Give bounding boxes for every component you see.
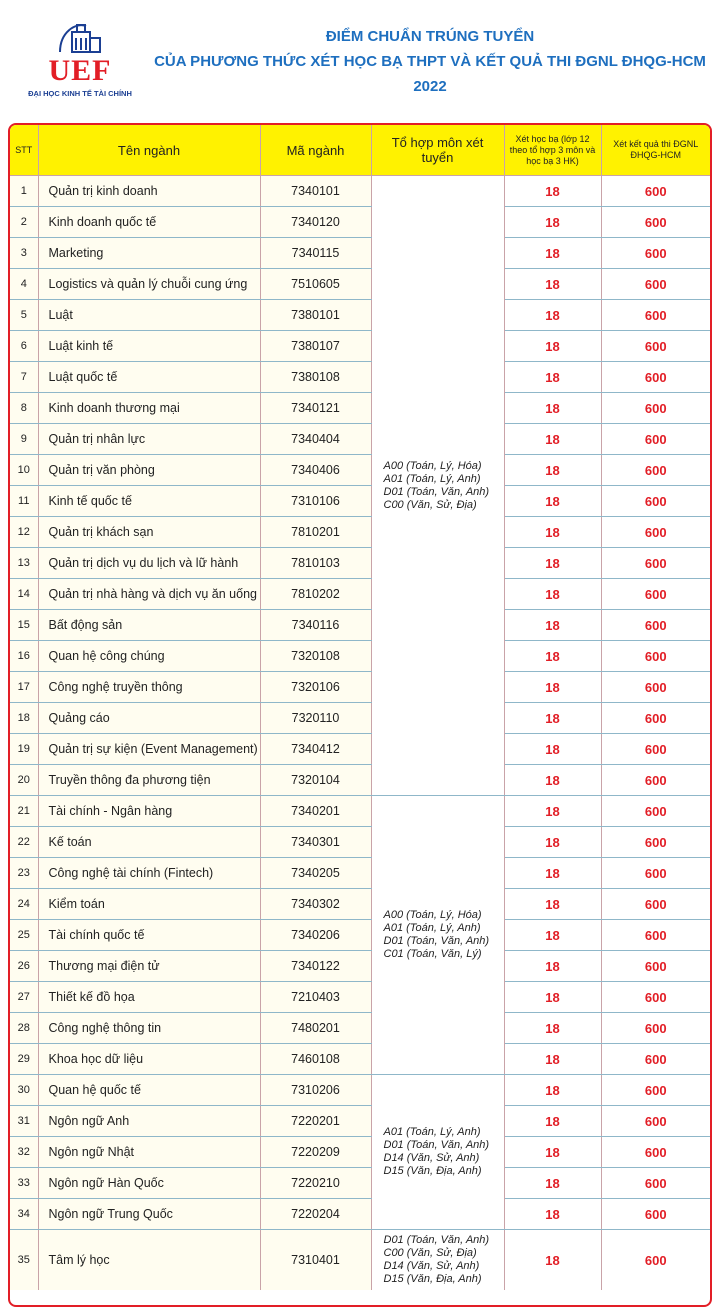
row-stt: 17: [10, 672, 38, 703]
row-major-name: Ngôn ngữ Trung Quốc: [38, 1199, 260, 1230]
row-stt: 1: [10, 176, 38, 207]
row-major-name: Truyền thông đa phương tiện: [38, 765, 260, 796]
row-stt: 19: [10, 734, 38, 765]
row-hocba-score: 18: [504, 1230, 601, 1291]
table-row: [10, 579, 710, 610]
row-major-name: Tài chính - Ngân hàng: [38, 796, 260, 827]
row-major-name: Quản trị nhà hàng và dịch vụ ăn uống: [38, 579, 260, 610]
table-row: [10, 393, 710, 424]
logo-subtitle: ĐẠI HỌC KINH TẾ TÀI CHÍNH: [28, 89, 132, 98]
table-row: [10, 734, 710, 765]
row-major-code: 7320104: [260, 765, 371, 796]
combo-line: A01 (Toán, Lý, Anh): [383, 922, 481, 934]
row-major-code: 7460108: [260, 1044, 371, 1075]
row-dgnl-score: 600: [601, 548, 710, 579]
row-stt: 23: [10, 858, 38, 889]
row-dgnl-score: 600: [601, 796, 710, 827]
header-name: Tên ngành: [38, 125, 260, 176]
row-hocba-score: 18: [504, 610, 601, 641]
table-row: [10, 424, 710, 455]
header-combo: Tổ hợp môn xét tuyển: [371, 125, 504, 176]
row-dgnl-score: 600: [601, 920, 710, 951]
row-dgnl-score: 600: [601, 1044, 710, 1075]
row-dgnl-score: 600: [601, 858, 710, 889]
uef-logo: [20, 20, 140, 102]
building-icon: [56, 20, 104, 54]
row-major-name: Kế toán: [38, 827, 260, 858]
row-stt: 16: [10, 641, 38, 672]
table-row: [10, 889, 710, 920]
row-major-name: Bất động sản: [38, 610, 260, 641]
combo-group-g2: [371, 796, 504, 1075]
row-major-code: 7310106: [260, 486, 371, 517]
row-dgnl-score: 600: [601, 703, 710, 734]
row-stt: 35: [10, 1230, 38, 1291]
row-hocba-score: 18: [504, 300, 601, 331]
row-major-code: 7220210: [260, 1168, 371, 1199]
row-stt: 22: [10, 827, 38, 858]
row-dgnl-score: 600: [601, 1075, 710, 1106]
table-row: [10, 176, 710, 207]
row-dgnl-score: 600: [601, 1168, 710, 1199]
table-row: [10, 517, 710, 548]
row-major-code: 7340406: [260, 455, 371, 486]
title-line-2: CỦA PHƯƠNG THỨC XÉT HỌC BẠ THPT VÀ KẾT QUẢ THI ĐGNL ĐHQG-HCM: [154, 53, 706, 70]
combo-line: D01 (Toán, Văn, Anh): [383, 1234, 490, 1246]
row-hocba-score: 18: [504, 951, 601, 982]
combo-group-g3: [371, 1075, 504, 1230]
row-dgnl-score: 600: [601, 827, 710, 858]
row-major-code: 7480201: [260, 1013, 371, 1044]
row-major-name: Quan hệ công chúng: [38, 641, 260, 672]
row-hocba-score: 18: [504, 641, 601, 672]
table-row: [10, 1075, 710, 1106]
combo-line: C00 (Văn, Sử, Địa): [383, 1247, 477, 1259]
score-table: [10, 125, 710, 1290]
combo-line: D15 (Văn, Địa, Anh): [383, 1273, 482, 1285]
row-major-name: Luật: [38, 300, 260, 331]
table-row: [10, 548, 710, 579]
combo-line: D01 (Toán, Văn, Anh): [383, 485, 490, 498]
row-dgnl-score: 600: [601, 486, 710, 517]
row-hocba-score: 18: [504, 579, 601, 610]
table-row: [10, 765, 710, 796]
row-major-code: 7340101: [260, 176, 371, 207]
table-row: [10, 610, 710, 641]
row-major-name: Logistics và quản lý chuỗi cung ứng: [38, 269, 260, 300]
row-major-code: 7340301: [260, 827, 371, 858]
row-hocba-score: 18: [504, 827, 601, 858]
title-line-3: 2022: [413, 78, 447, 95]
row-major-name: Kinh tế quốc tế: [38, 486, 260, 517]
row-major-code: 7510605: [260, 269, 371, 300]
combo-line: D14 (Văn, Sử, Anh): [383, 1152, 480, 1164]
table-row: [10, 455, 710, 486]
row-hocba-score: 18: [504, 393, 601, 424]
row-dgnl-score: 600: [601, 765, 710, 796]
row-major-code: 7340206: [260, 920, 371, 951]
row-stt: 5: [10, 300, 38, 331]
row-stt: 32: [10, 1137, 38, 1168]
table-row: [10, 951, 710, 982]
row-stt: 8: [10, 393, 38, 424]
row-hocba-score: 18: [504, 1075, 601, 1106]
row-dgnl-score: 600: [601, 424, 710, 455]
row-major-code: 7340302: [260, 889, 371, 920]
row-major-name: Quảng cáo: [38, 703, 260, 734]
header-code: Mã ngành: [260, 125, 371, 176]
row-major-name: Quan hệ quốc tế: [38, 1075, 260, 1106]
row-major-code: 7310206: [260, 1075, 371, 1106]
row-dgnl-score: 600: [601, 579, 710, 610]
table-row: [10, 858, 710, 889]
row-stt: 26: [10, 951, 38, 982]
table-row: [10, 1137, 710, 1168]
row-major-code: 7340404: [260, 424, 371, 455]
row-stt: 18: [10, 703, 38, 734]
row-hocba-score: 18: [504, 269, 601, 300]
table-row: [10, 796, 710, 827]
row-dgnl-score: 600: [601, 1137, 710, 1168]
row-stt: 3: [10, 238, 38, 269]
combo-line: D01 (Toán, Văn, Anh): [383, 1139, 490, 1151]
row-stt: 6: [10, 331, 38, 362]
row-major-name: Ngôn ngữ Nhật: [38, 1137, 260, 1168]
row-major-name: Khoa học dữ liệu: [38, 1044, 260, 1075]
row-hocba-score: 18: [504, 362, 601, 393]
row-stt: 7: [10, 362, 38, 393]
combo-line: A01 (Toán, Lý, Anh): [383, 1126, 481, 1138]
row-major-name: Quản trị dịch vụ du lịch và lữ hành: [38, 548, 260, 579]
row-major-code: 7340115: [260, 238, 371, 269]
row-stt: 28: [10, 1013, 38, 1044]
row-major-code: 7810201: [260, 517, 371, 548]
row-dgnl-score: 600: [601, 1013, 710, 1044]
row-dgnl-score: 600: [601, 889, 710, 920]
row-major-code: 7320110: [260, 703, 371, 734]
row-major-name: Luật quốc tế: [38, 362, 260, 393]
row-hocba-score: 18: [504, 982, 601, 1013]
combo-line: C01 (Toán, Văn, Lý): [383, 948, 482, 960]
combo-group-g1: [371, 176, 504, 796]
row-dgnl-score: 600: [601, 300, 710, 331]
row-stt: 30: [10, 1075, 38, 1106]
row-major-name: Quản trị kinh doanh: [38, 176, 260, 207]
row-stt: 29: [10, 1044, 38, 1075]
score-table-frame: [8, 123, 712, 1307]
row-major-name: Kinh doanh quốc tế: [38, 207, 260, 238]
row-hocba-score: 18: [504, 765, 601, 796]
row-dgnl-score: 600: [601, 362, 710, 393]
row-stt: 25: [10, 920, 38, 951]
table-row: [10, 331, 710, 362]
row-hocba-score: 18: [504, 1044, 601, 1075]
row-dgnl-score: 600: [601, 1106, 710, 1137]
row-major-name: Marketing: [38, 238, 260, 269]
row-dgnl-score: 600: [601, 951, 710, 982]
row-stt: 21: [10, 796, 38, 827]
combo-line: C00 (Văn, Sử, Địa): [383, 498, 477, 511]
row-major-code: 7380101: [260, 300, 371, 331]
table-row: [10, 1230, 710, 1291]
row-major-code: 7810103: [260, 548, 371, 579]
table-row: [10, 238, 710, 269]
table-row: [10, 269, 710, 300]
row-stt: 24: [10, 889, 38, 920]
row-hocba-score: 18: [504, 796, 601, 827]
row-hocba-score: 18: [504, 1168, 601, 1199]
row-major-name: Ngôn ngữ Anh: [38, 1106, 260, 1137]
row-hocba-score: 18: [504, 517, 601, 548]
row-major-code: 7380108: [260, 362, 371, 393]
table-row: [10, 207, 710, 238]
combo-line: D14 (Văn, Sử, Anh): [383, 1260, 480, 1272]
table-row: [10, 1168, 710, 1199]
row-hocba-score: 18: [504, 672, 601, 703]
row-major-name: Quản trị khách sạn: [38, 517, 260, 548]
row-stt: 9: [10, 424, 38, 455]
table-row: [10, 1013, 710, 1044]
row-major-code: 7220209: [260, 1137, 371, 1168]
row-dgnl-score: 600: [601, 455, 710, 486]
row-stt: 34: [10, 1199, 38, 1230]
row-hocba-score: 18: [504, 703, 601, 734]
row-hocba-score: 18: [504, 734, 601, 765]
row-major-code: 7220201: [260, 1106, 371, 1137]
row-dgnl-score: 600: [601, 982, 710, 1013]
row-stt: 4: [10, 269, 38, 300]
combo-line: A00 (Toán, Lý, Hóa): [383, 909, 482, 921]
row-stt: 11: [10, 486, 38, 517]
table-row: [10, 920, 710, 951]
table-row: [10, 672, 710, 703]
row-stt: 2: [10, 207, 38, 238]
row-hocba-score: 18: [504, 1106, 601, 1137]
header-stt: STT: [10, 125, 38, 176]
row-hocba-score: 18: [504, 858, 601, 889]
row-major-name: Công nghệ tài chính (Fintech): [38, 858, 260, 889]
row-hocba-score: 18: [504, 331, 601, 362]
row-major-name: Ngôn ngữ Hàn Quốc: [38, 1168, 260, 1199]
row-hocba-score: 18: [504, 920, 601, 951]
row-dgnl-score: 600: [601, 672, 710, 703]
row-major-name: Tâm lý học: [38, 1230, 260, 1291]
table-row: [10, 703, 710, 734]
row-dgnl-score: 600: [601, 1199, 710, 1230]
row-stt: 10: [10, 455, 38, 486]
row-stt: 13: [10, 548, 38, 579]
row-stt: 14: [10, 579, 38, 610]
title-line-1: ĐIỂM CHUẨN TRÚNG TUYỂN: [325, 28, 535, 45]
row-stt: 31: [10, 1106, 38, 1137]
row-stt: 33: [10, 1168, 38, 1199]
row-major-name: Tài chính quốc tế: [38, 920, 260, 951]
table-row: [10, 1044, 710, 1075]
row-major-name: Công nghệ thông tin: [38, 1013, 260, 1044]
row-dgnl-score: 600: [601, 641, 710, 672]
row-major-code: 7340121: [260, 393, 371, 424]
row-dgnl-score: 600: [644, 1252, 667, 1268]
row-hocba-score: 18: [504, 486, 601, 517]
row-dgnl-score: 600: [601, 610, 710, 641]
row-major-name: Kinh doanh thương mại: [38, 393, 260, 424]
table-row: [10, 362, 710, 393]
table-row: [10, 982, 710, 1013]
row-dgnl-score: 600: [601, 393, 710, 424]
row-hocba-score: 18: [504, 176, 601, 207]
row-stt: 20: [10, 765, 38, 796]
row-major-code: 7220204: [260, 1199, 371, 1230]
row-hocba-score: 18: [504, 424, 601, 455]
row-major-name: Thương mại điện tử: [38, 951, 260, 982]
row-major-code: 7340122: [260, 951, 371, 982]
row-stt: 27: [10, 982, 38, 1013]
row-major-code: 7340201: [260, 796, 371, 827]
row-major-name: Thiết kế đồ họa: [38, 982, 260, 1013]
row-stt: 12: [10, 517, 38, 548]
row-hocba-score: 18: [504, 238, 601, 269]
row-major-code: 7310401: [260, 1230, 371, 1291]
row-dgnl-score: 600: [601, 331, 710, 362]
page-title: [150, 24, 710, 99]
row-major-code: 7340116: [260, 610, 371, 641]
logo-brand: UEF: [48, 54, 112, 87]
header-hocba: Xét học bạ (lớp 12 theo tổ hợp 3 môn và học bạ 3 HK): [504, 125, 601, 176]
header-dgnl: Xét kết quả thi ĐGNL ĐHQG-HCM: [601, 125, 710, 176]
combo-group-g4: [371, 1230, 504, 1291]
row-major-code: 7320108: [260, 641, 371, 672]
table-row: [10, 1199, 710, 1230]
row-dgnl-score: 600: [601, 269, 710, 300]
table-header-row: [10, 125, 710, 176]
row-major-code: 7340205: [260, 858, 371, 889]
row-dgnl-score: 600: [601, 734, 710, 765]
row-major-code: 7340120: [260, 207, 371, 238]
combo-line: D01 (Toán, Văn, Anh): [383, 935, 490, 947]
row-major-name: Quản trị văn phòng: [38, 455, 260, 486]
row-hocba-score: 18: [504, 1199, 601, 1230]
combo-line: A00 (Toán, Lý, Hóa): [383, 459, 482, 472]
table-row: [10, 827, 710, 858]
row-major-name: Quản trị nhân lực: [38, 424, 260, 455]
row-hocba-score: 18: [504, 548, 601, 579]
table-row: [10, 486, 710, 517]
row-hocba-score: 18: [504, 889, 601, 920]
row-hocba-score: 18: [504, 455, 601, 486]
row-major-code: 7340412: [260, 734, 371, 765]
row-dgnl-score: 600: [601, 517, 710, 548]
row-major-code: 7320106: [260, 672, 371, 703]
combo-line: A01 (Toán, Lý, Anh): [383, 472, 481, 485]
row-dgnl-score: 600: [601, 238, 710, 269]
row-major-code: 7210403: [260, 982, 371, 1013]
row-stt: 15: [10, 610, 38, 641]
row-dgnl-score: 600: [601, 176, 710, 207]
table-row: [10, 1106, 710, 1137]
row-hocba-score: 18: [504, 207, 601, 238]
row-major-name: Luật kinh tế: [38, 331, 260, 362]
row-major-code: 7380107: [260, 331, 371, 362]
row-hocba-score: 18: [504, 1013, 601, 1044]
row-major-name: Kiểm toán: [38, 889, 260, 920]
row-dgnl-score: 600: [601, 207, 710, 238]
row-hocba-score: 18: [504, 1137, 601, 1168]
row-major-name: Quản trị sự kiện (Event Management): [38, 734, 260, 765]
row-major-code: 7810202: [260, 579, 371, 610]
table-row: [10, 641, 710, 672]
table-row: [10, 300, 710, 331]
row-major-name: Công nghệ truyền thông: [38, 672, 260, 703]
combo-line: D15 (Văn, Địa, Anh): [383, 1165, 482, 1177]
